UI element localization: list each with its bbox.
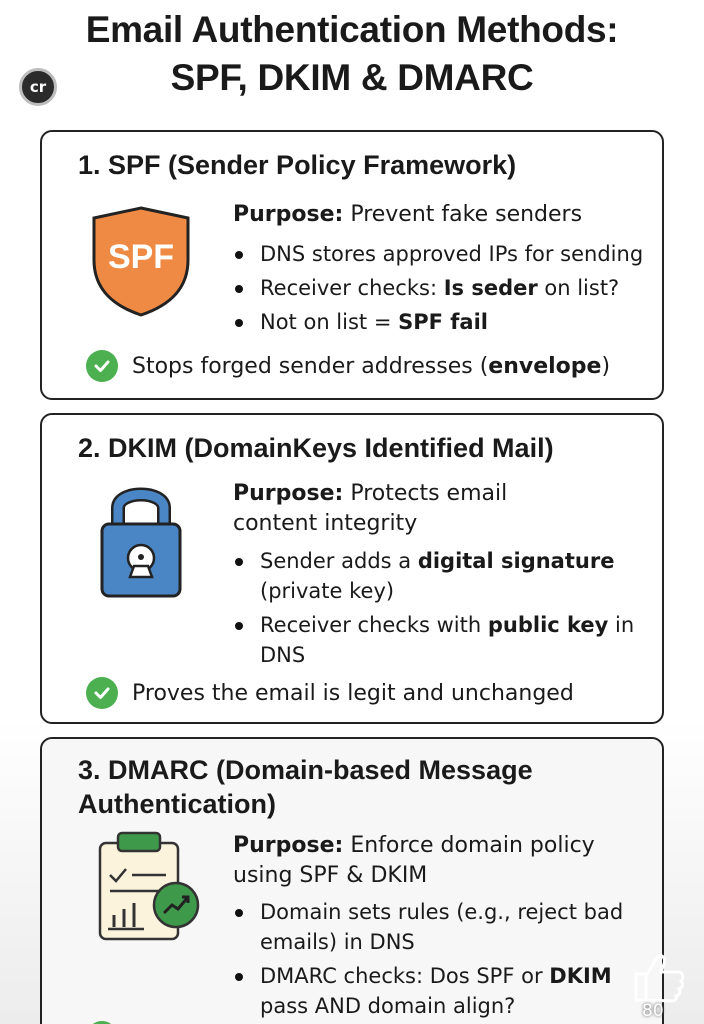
spf-result-text: Stops forged sender addresses (envelope) bbox=[132, 353, 611, 379]
dkim-bullet-list bbox=[233, 546, 653, 674]
spf-purpose-label: Purpose: bbox=[233, 202, 344, 227]
dmarc-purpose-text-2: using SPF & DKIM bbox=[233, 863, 428, 888]
dkim-card bbox=[40, 413, 664, 724]
dkim-purpose-label: Purpose: bbox=[233, 481, 344, 506]
spf-bullet-list bbox=[233, 239, 643, 341]
spf-shield-icon bbox=[88, 204, 194, 318]
dkim-purpose bbox=[233, 479, 507, 539]
creator-badge[interactable]: cr bbox=[19, 68, 57, 106]
dmarc-purpose-label: Purpose: bbox=[233, 833, 344, 858]
spf-result bbox=[86, 350, 610, 382]
check-icon bbox=[86, 677, 118, 709]
list-item: Receiver checks: Is seder on list? bbox=[233, 273, 643, 303]
title-line-2: SPF, DKIM & DMARC bbox=[170, 57, 534, 98]
spf-heading: 1. SPF (Sender Policy Framework) bbox=[78, 150, 517, 180]
dmarc-bullet-list bbox=[233, 897, 633, 1024]
like-count: 80 bbox=[642, 1001, 664, 1021]
list-item: Sender adds a digital signature (private key) bbox=[233, 546, 653, 606]
dkim-purpose-text-2: content integrity bbox=[233, 511, 418, 536]
list-item: Receiver checks with public key in DNS bbox=[233, 610, 653, 670]
dmarc-heading-line-1: 3. DMARC (Domain-based Message bbox=[78, 755, 533, 785]
clipboard-chart-icon bbox=[96, 829, 206, 945]
list-item: Domain sets rules (e.g., reject bad emails) in DNS bbox=[233, 897, 633, 957]
dkim-result bbox=[86, 677, 574, 709]
dkim-result-text: Proves the email is legit and unchanged bbox=[132, 680, 574, 706]
dmarc-heading bbox=[78, 753, 533, 821]
list-item: DMARC checks: Dos SPF or DKIM pass AND domain align? bbox=[233, 961, 633, 1021]
dmarc-purpose bbox=[233, 831, 595, 891]
title-line-1: Email Authentication Methods: bbox=[85, 9, 619, 50]
spf-purpose-text: Prevent fake senders bbox=[350, 202, 583, 227]
spf-shield-label: SPF bbox=[107, 238, 175, 276]
list-item: Not on list = SPF fail bbox=[233, 307, 643, 337]
thumbs-up-icon[interactable] bbox=[630, 948, 686, 1004]
check-icon bbox=[86, 350, 118, 382]
dmarc-purpose-text: Enforce domain policy bbox=[350, 833, 595, 858]
dkim-purpose-text: Protects email bbox=[350, 481, 508, 506]
lock-icon bbox=[98, 478, 184, 600]
dmarc-card bbox=[40, 737, 664, 1024]
page-title bbox=[0, 6, 704, 102]
dmarc-heading-line-2: Authentication) bbox=[78, 789, 276, 819]
spf-purpose bbox=[233, 200, 582, 230]
dkim-heading: 2. DKIM (DomainKeys Identified Mail) bbox=[78, 433, 554, 463]
spf-card bbox=[40, 130, 664, 400]
list-item: DNS stores approved IPs for sending bbox=[233, 239, 643, 269]
